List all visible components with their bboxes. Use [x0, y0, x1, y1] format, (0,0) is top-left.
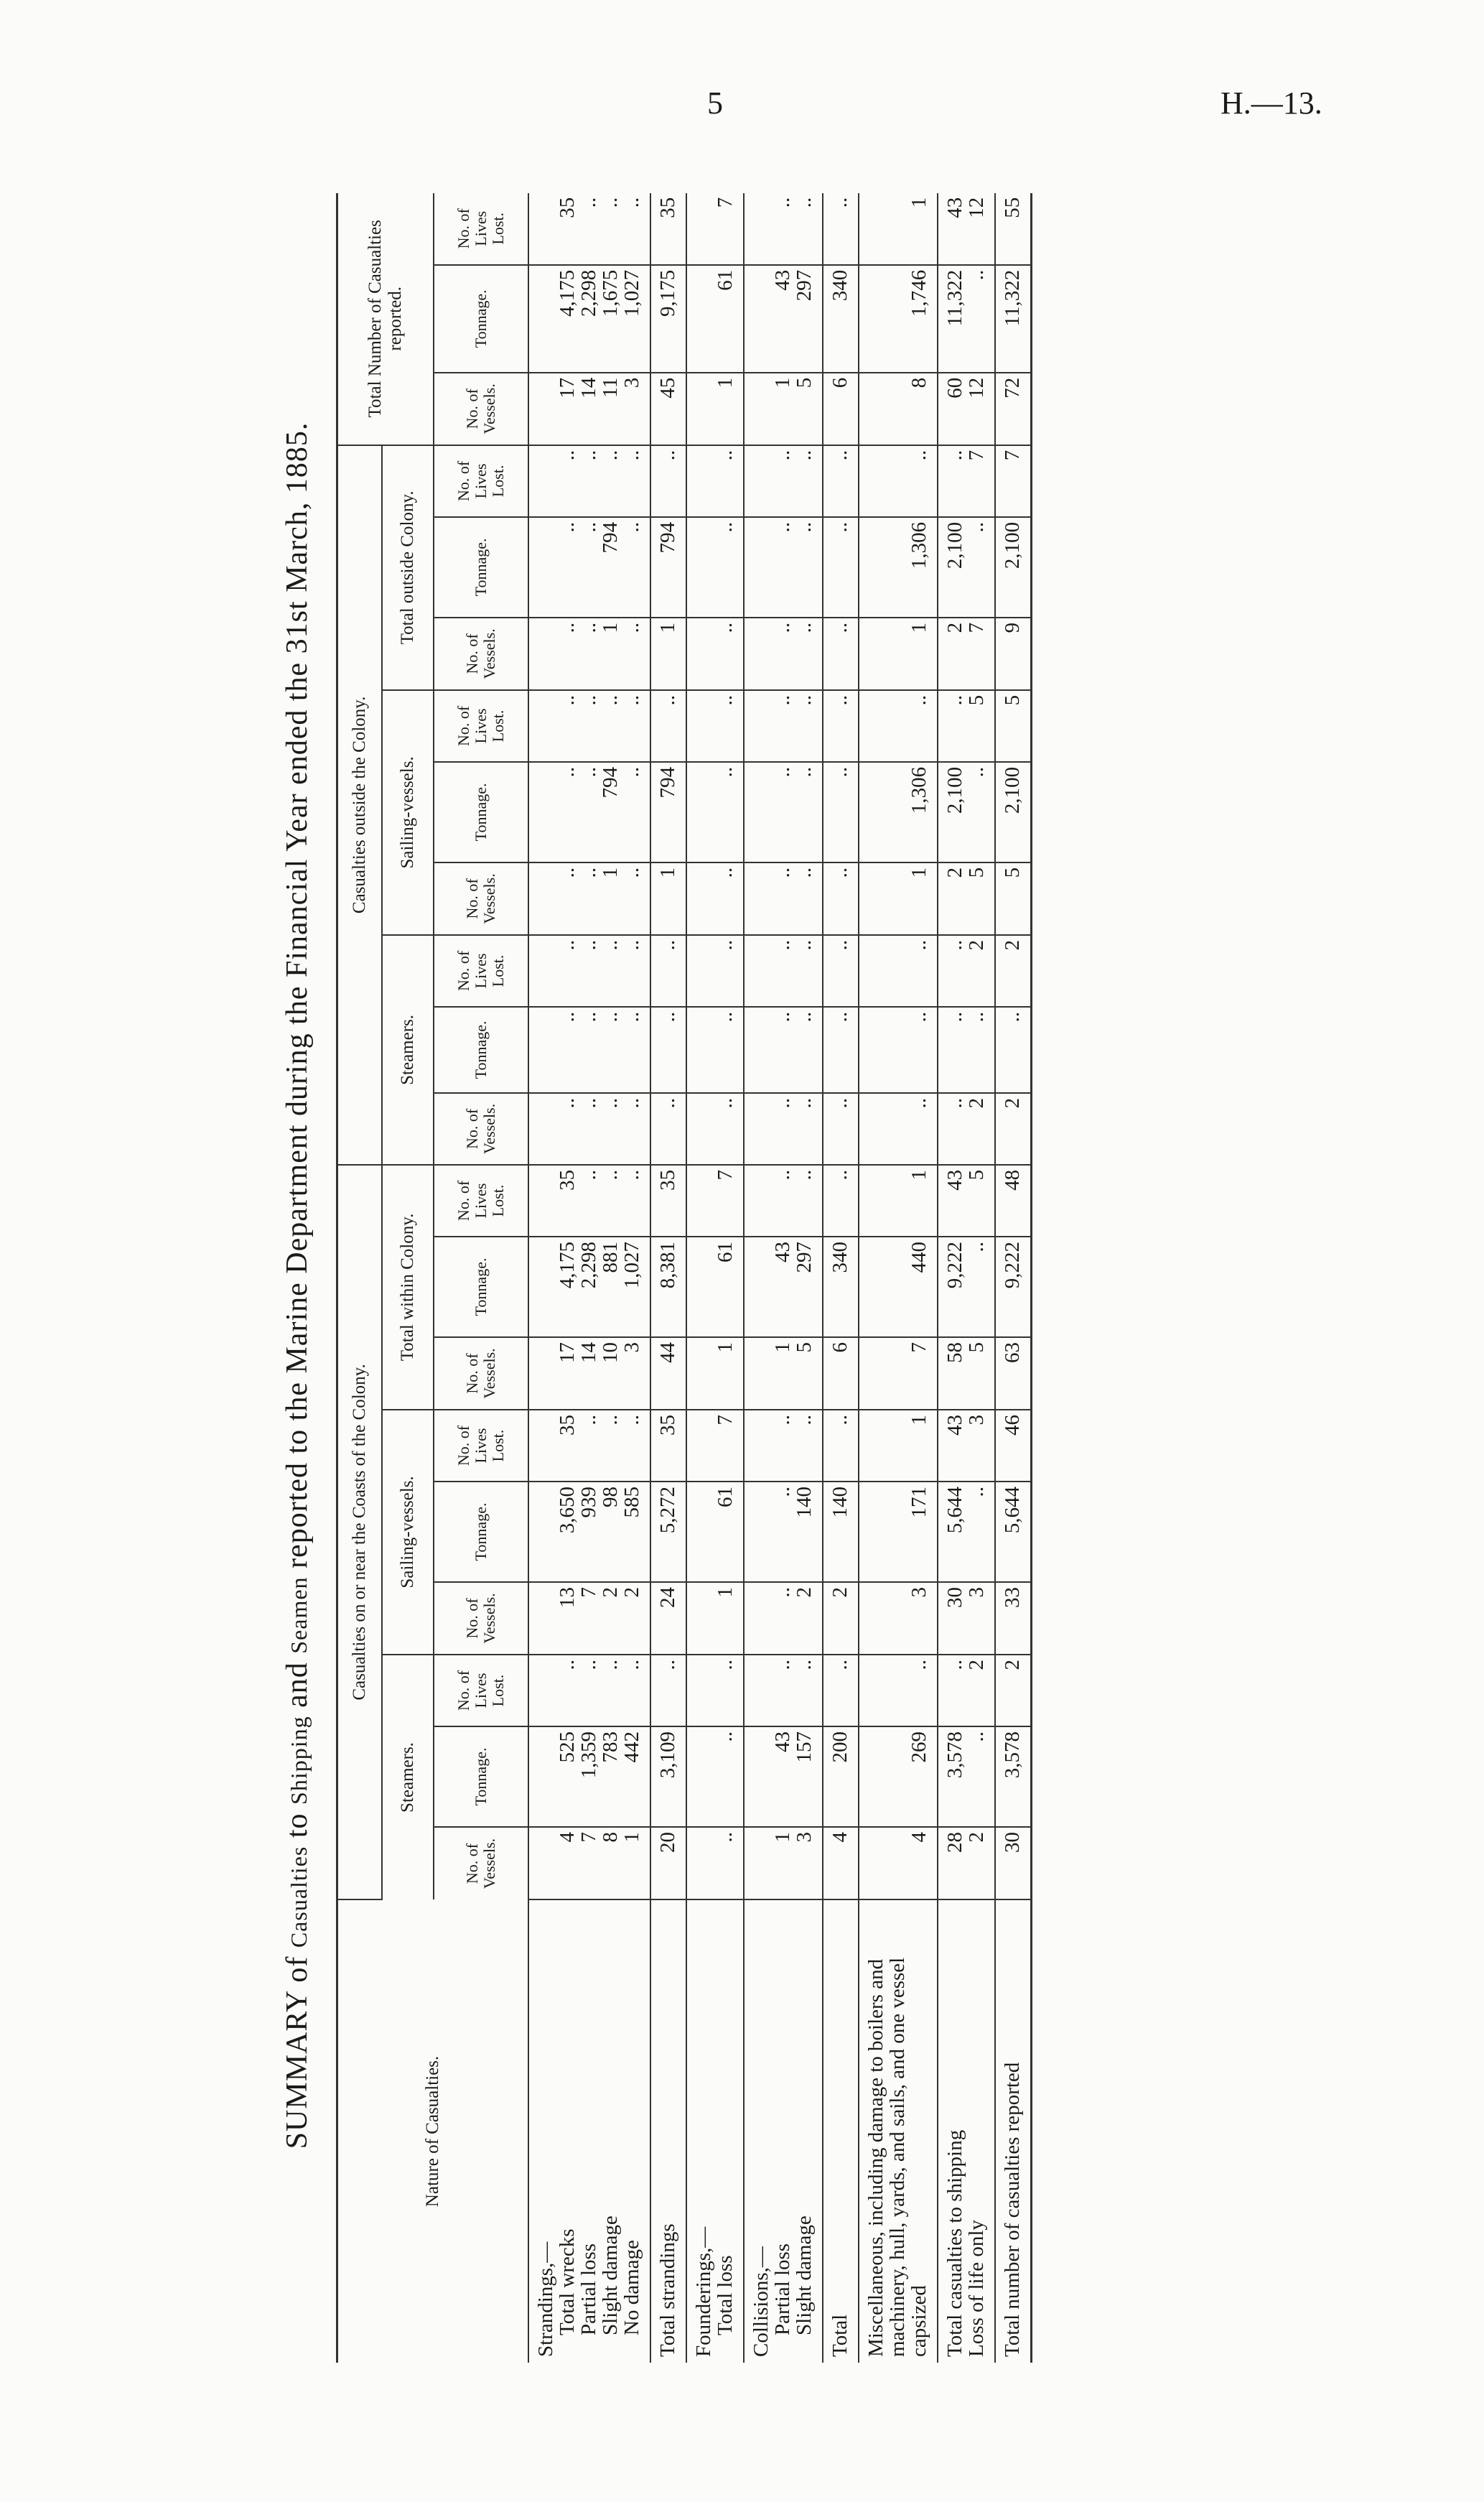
table-row: [650, 193, 686, 2363]
table-title: [280, 208, 314, 2363]
subheader-lives: No. of Lives Lost.: [434, 690, 528, 762]
row-label-line: No damage: [620, 2240, 643, 2335]
table-cell: 8: [859, 373, 938, 445]
table-cell: 5,644: [995, 1482, 1032, 1582]
table-cell: ..: [686, 517, 744, 618]
table-cell: 440: [859, 1237, 938, 1337]
document-reference: H.—13.: [1221, 85, 1322, 121]
table-cell: ..: [650, 1007, 686, 1093]
table-cell: .. ..: [744, 1165, 823, 1237]
row-label: [995, 1899, 1032, 2363]
table-cell: ..: [823, 193, 859, 265]
table-cell: ..: [686, 1726, 744, 1827]
table-cell: 11,322: [995, 265, 1032, 373]
table-cell: .. .. .. ..: [528, 1007, 650, 1093]
table-cell: 43 157: [744, 1726, 823, 1827]
row-label-line: Miscellaneous, including damage to boilers and machinery, hull, yards, and sails, and one vessel capsized: [864, 1957, 930, 2357]
table-cell: .. ..: [744, 517, 823, 618]
table-cell: 1,306: [859, 517, 938, 618]
title-prefix: SUMMARY of: [281, 1955, 314, 2149]
subheader-tonnage: Tonnage.: [434, 1482, 528, 1582]
table-cell: 5,644 ..: [938, 1482, 995, 1582]
subheader-tonnage: Tonnage.: [434, 1237, 528, 1337]
table-cell: .. 2: [938, 1093, 995, 1165]
row-label: [528, 1899, 650, 2363]
table-cell: .. .. 794 ..: [528, 517, 650, 618]
table-cell: ..: [823, 1093, 859, 1165]
table-cell: ..: [650, 935, 686, 1007]
table-cell: 2: [995, 935, 1032, 1007]
table-cell: .. 7: [938, 445, 995, 517]
row-label: [686, 1899, 744, 2363]
table-cell: 1: [650, 862, 686, 935]
table-cell: 24: [650, 1582, 686, 1655]
table-cell: 43 12: [938, 193, 995, 265]
table-cell: 4: [859, 1827, 938, 1899]
table-cell: 2 5: [938, 862, 995, 935]
table-cell: 35 .. .. ..: [528, 1410, 650, 1482]
table-cell: 269: [859, 1726, 938, 1827]
table-cell: 35: [650, 1410, 686, 1482]
table-cell: 1: [686, 1582, 744, 1655]
table-cell: 340: [823, 1237, 859, 1337]
table-cell: 17 14 11 3: [528, 373, 650, 445]
subheader-vessels: No. of Vessels.: [434, 1582, 528, 1655]
table-cell: .. .. 1 ..: [528, 618, 650, 690]
table-cell: 6: [823, 1337, 859, 1410]
row-label-line: Slight damage: [793, 2215, 816, 2335]
table-cell: 1: [686, 373, 744, 445]
table-cell: 33: [995, 1582, 1032, 1655]
table-cell: 9,222: [995, 1237, 1032, 1337]
row-label-line: Total: [829, 2314, 851, 2357]
table-row: [938, 193, 995, 2363]
row-label-line: Partial loss: [771, 2243, 794, 2335]
header-within-colony: Casualties on or near the Coasts of the Colony.: [337, 1165, 383, 1899]
table-cell: 1: [859, 1165, 938, 1237]
table-cell: 30: [995, 1827, 1032, 1899]
table-cell: ..: [859, 690, 938, 762]
table-cell: 35: [650, 193, 686, 265]
table-cell: .. .. .. ..: [528, 690, 650, 762]
subheader-lives: No. of Lives Lost.: [434, 1655, 528, 1726]
table-cell: 1 5: [744, 373, 823, 445]
table-cell: ..: [686, 935, 744, 1007]
row-label: [650, 1899, 686, 2363]
row-label-line: Slight damage: [599, 2215, 622, 2335]
subheader-vessels: No. of Vessels.: [434, 862, 528, 935]
subheader-lives: No. of Lives Lost.: [434, 445, 528, 517]
table-cell: 43 3: [938, 1410, 995, 1482]
table-cell: .. 2: [938, 935, 995, 1007]
table-cell: .. ..: [744, 618, 823, 690]
row-label-line: Partial loss: [577, 2243, 600, 2335]
header-total-outside: Total outside Colony.: [382, 445, 434, 690]
subheader-tonnage: Tonnage.: [434, 1007, 528, 1093]
row-label-line: Loss of life only: [965, 2220, 988, 2357]
table-cell: 11,322 ..: [938, 265, 995, 373]
table-cell: ..: [823, 1165, 859, 1237]
row-label: [744, 1899, 823, 2363]
row-label-line: Total strandings: [656, 2223, 679, 2357]
table-cell: 4,175 2,298 881 1,027: [528, 1237, 650, 1337]
table-cell: 35: [650, 1165, 686, 1237]
table-cell: ..: [859, 1007, 938, 1093]
row-label: [823, 1899, 859, 2363]
row-label-line: Total number of casualties reported: [1001, 2062, 1024, 2357]
table-cell: 4: [823, 1827, 859, 1899]
table-cell: ..: [686, 1093, 744, 1165]
table-cell: ..: [686, 762, 744, 862]
table-row: [686, 193, 744, 2363]
table-cell: 63: [995, 1337, 1032, 1410]
table-cell: 1,306: [859, 762, 938, 862]
table-cell: ..: [686, 445, 744, 517]
table-cell: 72: [995, 373, 1032, 445]
table-cell: 1: [859, 193, 938, 265]
table-cell: .. ..: [744, 862, 823, 935]
table-cell: 140: [823, 1482, 859, 1582]
table-cell: ..: [859, 1655, 938, 1726]
table-cell: 5: [995, 690, 1032, 762]
row-label-line: Total loss: [714, 2255, 737, 2335]
table-cell: 171: [859, 1482, 938, 1582]
table-row: [744, 193, 823, 2363]
table-cell: .. ..: [744, 1410, 823, 1482]
table-row: [528, 193, 650, 2363]
table-cell: 3,578 ..: [938, 1726, 995, 1827]
table-cell: .. ..: [744, 1007, 823, 1093]
subheader-tonnage: Tonnage.: [434, 1726, 528, 1827]
table-cell: .. ..: [744, 1655, 823, 1726]
table-cell: ..: [686, 1655, 744, 1726]
table-cell: ..: [823, 1655, 859, 1726]
table-cell: .. ..: [938, 1007, 995, 1093]
table-cell: .. .. .. ..: [528, 935, 650, 1007]
table-cell: ..: [859, 935, 938, 1007]
subheader-lives: No. of Lives Lost.: [434, 935, 528, 1007]
table-row: [995, 193, 1032, 2363]
table-cell: 3,650 939 98 585: [528, 1482, 650, 1582]
table-cell: 340: [823, 265, 859, 373]
row-label-line: Collisions,—: [750, 2246, 773, 2357]
header-steamers-outside: Steamers.: [382, 935, 434, 1165]
row-label: [859, 1899, 938, 2363]
table-row: [859, 193, 938, 2363]
table-cell: 1: [859, 1410, 938, 1482]
table-cell: 30 3: [938, 1582, 995, 1655]
table-cell: 48: [995, 1165, 1032, 1237]
table-cell: 7: [686, 1165, 744, 1237]
subheader-lives: No. of Lives Lost.: [434, 1165, 528, 1237]
table-cell: ..: [650, 445, 686, 517]
table-cell: ..: [686, 690, 744, 762]
table-cell: 525 1,359 783 442: [528, 1726, 650, 1827]
table-cell: 4 7 8 1: [528, 1827, 650, 1899]
table-cell: 1: [650, 618, 686, 690]
table-cell: 7: [859, 1337, 938, 1410]
table-cell: 5,272: [650, 1482, 686, 1582]
subheader-lives: No. of Lives Lost.: [434, 193, 528, 265]
table-cell: 9: [995, 618, 1032, 690]
table-row: [823, 193, 859, 2363]
table-cell: 7: [686, 1410, 744, 1482]
subheader-vessels: No. of Vessels.: [434, 1827, 528, 1899]
row-label: [938, 1899, 995, 2363]
table-cell: .. 5: [938, 690, 995, 762]
header-sailing-within: Sailing-vessels.: [382, 1410, 434, 1655]
table-cell: .. ..: [744, 445, 823, 517]
table-cell: 1,746: [859, 265, 938, 373]
title-mid-2: and: [281, 1662, 314, 1708]
table-cell: ..: [823, 1410, 859, 1482]
table-cell: 2,100 ..: [938, 762, 995, 862]
row-label-line: Strandings,—: [534, 2241, 557, 2357]
table-cell: 17 14 10 3: [528, 1337, 650, 1410]
table-cell: 8,381: [650, 1237, 686, 1337]
table-cell: .. .. 794 ..: [528, 762, 650, 862]
table-cell: 61: [686, 265, 744, 373]
table-cell: .. .. .. ..: [528, 445, 650, 517]
table-cell: 1 3: [744, 1827, 823, 1899]
table-cell: ..: [823, 1007, 859, 1093]
table-cell: 794: [650, 517, 686, 618]
table-cell: 46: [995, 1410, 1032, 1482]
table-cell: ..: [650, 690, 686, 762]
table-cell: 2,100: [995, 762, 1032, 862]
header-total-within: Total within Colony.: [382, 1165, 434, 1410]
table-cell: 1 5: [744, 1337, 823, 1410]
table-cell: 1: [859, 618, 938, 690]
table-cell: 4,175 2,298 1,675 1,027: [528, 265, 650, 373]
table-cell: 3: [859, 1582, 938, 1655]
table-cell: 794: [650, 762, 686, 862]
table-cell: ..: [686, 1007, 744, 1093]
title-word-seamen: Seamen: [286, 1576, 312, 1654]
table-header: [337, 193, 529, 2363]
header-outside-colony: Casualties outside the Colony.: [337, 445, 383, 1165]
header-total-reported: Total Number of Casualties reported.: [337, 193, 434, 445]
table-cell: ..: [823, 862, 859, 935]
table-cell: .. 2: [938, 1655, 995, 1726]
table-cell: ..: [823, 690, 859, 762]
table-cell: 7: [686, 193, 744, 265]
subheader-vessels: No. of Vessels.: [434, 1093, 528, 1165]
table-cell: .. ..: [744, 690, 823, 762]
table-cell: 200: [823, 1726, 859, 1827]
subheader-vessels: No. of Vessels.: [434, 1337, 528, 1410]
table-cell: 3,578: [995, 1726, 1032, 1827]
table-cell: .. 140: [744, 1482, 823, 1582]
table-cell: ..: [995, 1007, 1032, 1093]
subheader-tonnage: Tonnage.: [434, 762, 528, 862]
table-cell: ..: [823, 517, 859, 618]
table-cell: ..: [823, 618, 859, 690]
subheader-tonnage: Tonnage.: [434, 517, 528, 618]
subheader-vessels: No. of Vessels.: [434, 618, 528, 690]
table-cell: .. ..: [744, 935, 823, 1007]
table-cell: ..: [823, 445, 859, 517]
table-cell: 13 7 2 2: [528, 1582, 650, 1655]
table-cell: ..: [686, 1827, 744, 1899]
header-steamers-within: Steamers.: [382, 1655, 434, 1899]
table-cell: 5: [995, 862, 1032, 935]
table-cell: 9,222 ..: [938, 1237, 995, 1337]
table-cell: ..: [650, 1093, 686, 1165]
table-cell: 58 5: [938, 1337, 995, 1410]
table-cell: ..: [686, 618, 744, 690]
table-cell: 60 12: [938, 373, 995, 445]
table-cell: 1: [859, 862, 938, 935]
table-cell: .. .. 1 ..: [528, 862, 650, 935]
table-cell: 28 2: [938, 1827, 995, 1899]
table-cell: 2,100: [995, 517, 1032, 618]
table-cell: .. ..: [744, 193, 823, 265]
table-cell: 35 .. .. ..: [528, 193, 650, 265]
subheader-tonnage: Tonnage.: [434, 265, 528, 373]
table-cell: 44: [650, 1337, 686, 1410]
table-cell: 2 7: [938, 618, 995, 690]
row-label-line: Total casualties to shipping: [943, 2129, 966, 2357]
row-label-line: Total wrecks: [556, 2228, 579, 2335]
header-sailing-outside: Sailing-vessels.: [382, 690, 434, 935]
title-word-casualties: Casualties: [286, 1846, 312, 1948]
table-cell: 20: [650, 1827, 686, 1899]
table-cell: 2,100 ..: [938, 517, 995, 618]
rotated-table-region: [280, 197, 1170, 2363]
title-mid-1: to: [281, 1813, 314, 1838]
table-cell: 2: [995, 1093, 1032, 1165]
table-cell: ..: [823, 935, 859, 1007]
table-cell: .. ..: [744, 762, 823, 862]
header-nature: Nature of Casualties.: [337, 1899, 529, 2363]
table-body: [528, 193, 1032, 2363]
table-cell: .. .. .. ..: [528, 1093, 650, 1165]
table-cell: 9,175: [650, 265, 686, 373]
table-cell: 35 .. .. ..: [528, 1165, 650, 1237]
table-cell: ..: [859, 445, 938, 517]
table-cell: 61: [686, 1482, 744, 1582]
table-cell: ..: [823, 762, 859, 862]
table-cell: ..: [650, 1655, 686, 1726]
table-cell: 43 297: [744, 265, 823, 373]
table-cell: 45: [650, 373, 686, 445]
table-cell: ..: [859, 1093, 938, 1165]
page-number: 5: [707, 85, 723, 121]
table-cell: .. .. .. ..: [528, 1655, 650, 1726]
table-cell: .. 2: [744, 1582, 823, 1655]
row-label-line: Founderings,—: [692, 2226, 715, 2357]
table-cell: 7: [995, 445, 1032, 517]
subheader-vessels: No. of Vessels.: [434, 373, 528, 445]
title-suffix: reported to the Marine Department during the Financial Year ended the 31st March, 1885.: [281, 422, 314, 1568]
table-cell: 3,109: [650, 1726, 686, 1827]
table-cell: 6: [823, 373, 859, 445]
subheader-lives: No. of Lives Lost.: [434, 1410, 528, 1482]
table-cell: 61: [686, 1237, 744, 1337]
casualties-table: [336, 193, 1032, 2363]
table-cell: ..: [686, 862, 744, 935]
table-cell: .. ..: [744, 1093, 823, 1165]
table-cell: 55: [995, 193, 1032, 265]
table-cell: 43 5: [938, 1165, 995, 1237]
table-cell: 2: [823, 1582, 859, 1655]
title-word-shipping: Shipping: [286, 1716, 312, 1805]
table-cell: 1: [686, 1337, 744, 1410]
table-cell: 2: [995, 1655, 1032, 1726]
table-cell: 43 297: [744, 1237, 823, 1337]
